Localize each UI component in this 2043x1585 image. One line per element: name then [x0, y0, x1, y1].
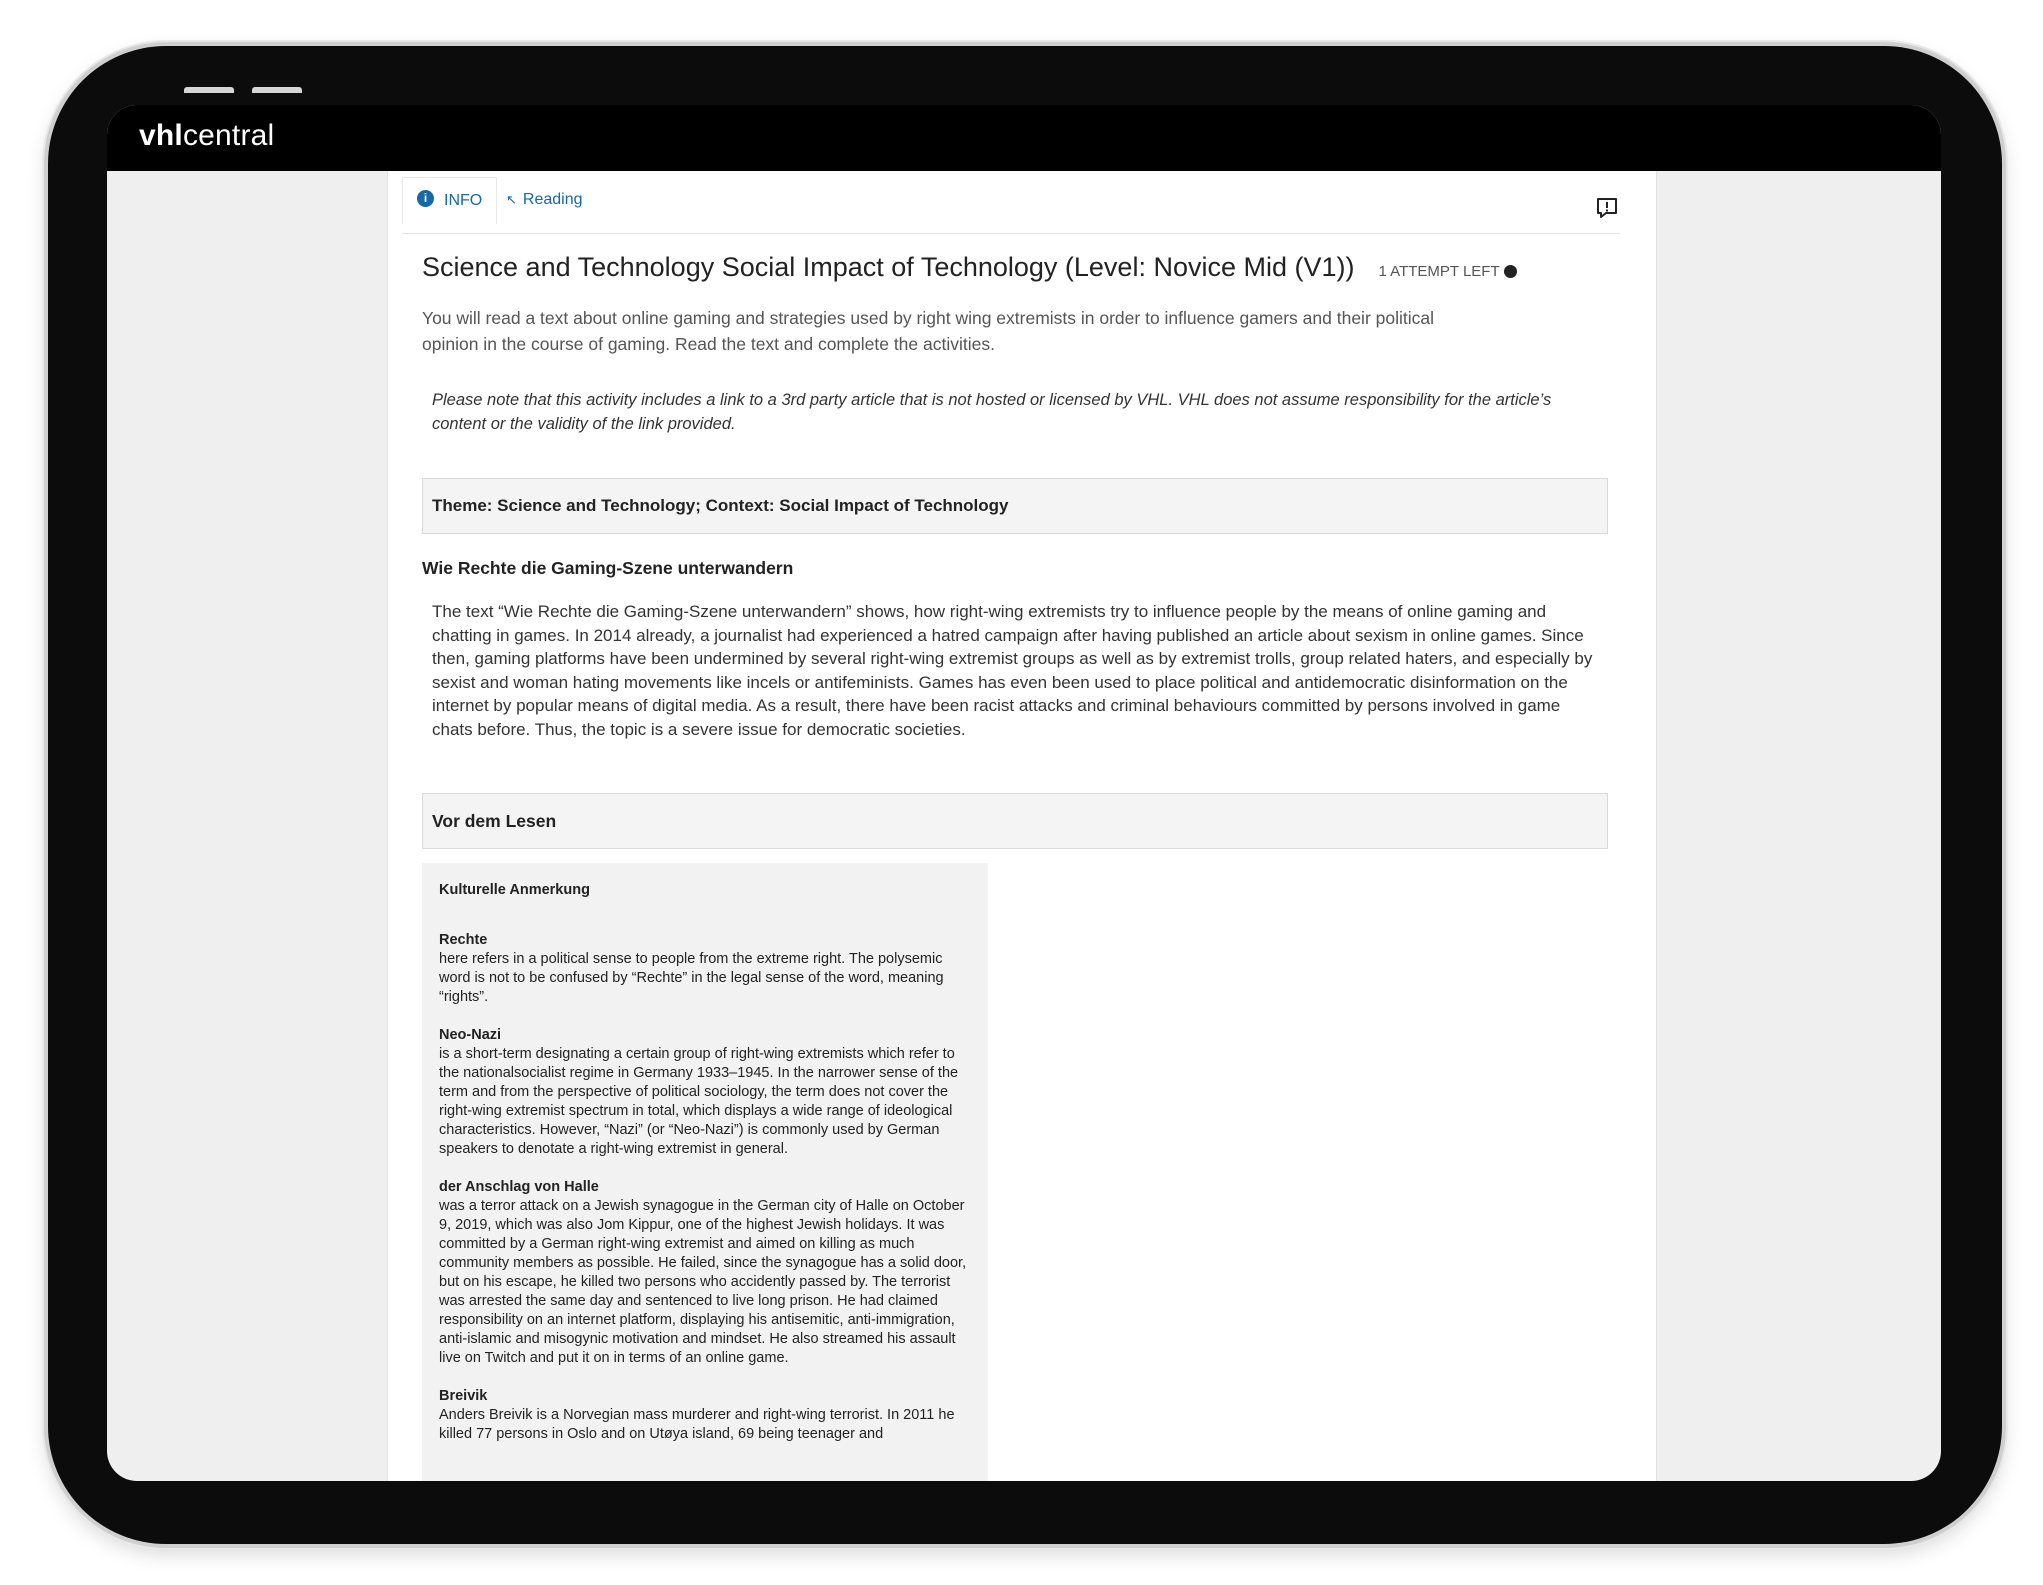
page-title: Science and Technology Social Impact of Technology (Level: Novice Mid (V1)) — [422, 252, 1355, 282]
activity-panel — [387, 171, 1657, 1481]
tab-info[interactable] — [402, 177, 497, 224]
cultural-note-box — [422, 863, 988, 1481]
theme-header: Theme: Science and Technology; Context: Social Impact of Technology — [422, 478, 1608, 534]
tab-bar — [402, 177, 1620, 234]
third-party-note: Please note that this activity includes a link to a 3rd party article that is not hosted or licensed by VHL. VHL does not assume responsibility for the article’s content or the validity of the link provided. — [432, 391, 1552, 433]
report-issue-icon[interactable] — [1594, 195, 1620, 221]
cultural-note-title: Kulturelle Anmerkung — [439, 882, 590, 898]
article-summary: The text “Wie Rechte die Gaming-Szene unterwandern” shows, how right-wing extremists try to influence people by the means of online gaming and chatting in games. In 2014 already, a journalist had experienced a hatred campaign after having published an article about sexism in online games. Since then, gaming platforms have been undermined by several right-wing extremist groups as well as by extremist trolls, group related haters, and especially by sexist and woman hating movements like incels or antifeminists. Games has even been used to place political and antidemocratic disinformation on the internet by popular means of digital media. As a result, there have been racist attacks and criminal behaviours committed by persons involved in game chats before. Thus, the topic is a severe issue for democratic societies. — [432, 602, 1593, 739]
article-title: Wie Rechte die Gaming-Szene unterwandern — [422, 558, 794, 578]
glossary-term: Neo-Nazi — [439, 1027, 502, 1043]
activity-intro: You will read a text about online gaming and strategies used by right wing extremists in order to influence gamers and their political opinion in the course of gaming. Read the text and complete the activities. — [422, 308, 1435, 354]
top-bar — [107, 105, 1941, 171]
glossary-definition: is a short-term designating a certain group of right-wing extremists which refer to the nationalsocialist regime in Germany 1933–1945. In the narrower sense of the term and from the perspective of political sociology, the term does not cover the right-wing extremist spectrum in total, which displays a wide range of ideological characteristics. However, “Nazi” (or “Neo-Nazi”) is commonly used by German speakers to denotate a right-wing extremist in general. — [439, 1046, 959, 1157]
glossary-term: Breivik — [439, 1388, 488, 1404]
vhlcentral-logo[interactable]: vhlcentral — [139, 119, 275, 152]
tab-info-label: INFO — [444, 192, 483, 209]
section-before-reading: Vor dem Lesen — [422, 793, 1608, 849]
attempts-badge — [1379, 263, 1517, 280]
title-row — [422, 252, 1517, 283]
glossary-definition: here refers in a political sense to people from the extreme right. The polysemic word is not to be confused by “Rechte” in the legal sense of the word, meaning “rights”. — [439, 951, 944, 1005]
info-icon: i — [417, 190, 434, 207]
attempts-label: 1 ATTEMPT LEFT — [1378, 263, 1500, 280]
tab-reading[interactable] — [506, 177, 583, 223]
glossary-definition: Anders Breivik is a Norvegian mass murderer and right-wing terrorist. In 2011 he killed 77 persons in Oslo and on Utøya island, 69 being teenager and — [439, 1407, 955, 1442]
tab-reading-label: Reading — [522, 191, 583, 208]
arrow-up-left-icon: ↖ — [506, 192, 517, 207]
volume-button — [252, 87, 302, 93]
apple-icon — [1504, 265, 1517, 278]
glossary-definition: was a terror attack on a Jewish synagogue in the German city of Halle on October 9, 2019, which was also Jom Kippur, one of the highest Jewish holidays. It was committed by a German right-wing extremist and aimed on killing as much community members as possible. He failed, since the synagogue has a solid door, but on his escape, he killed two persons who accidently passed by. The terrorist was arrested the same day and sentenced to live long prison. He had claimed responsibility on an internet platform, displaying his antisemitic, anti-immigration, anti-islamic and misogynic motivation and mindset. He also streamed his assault live on Twitch and put it on in terms of an online game. — [439, 1198, 967, 1366]
volume-button — [184, 87, 234, 93]
screen — [107, 105, 1941, 1481]
glossary-term: der Anschlag von Halle — [439, 1179, 599, 1195]
glossary-term: Rechte — [439, 932, 488, 948]
